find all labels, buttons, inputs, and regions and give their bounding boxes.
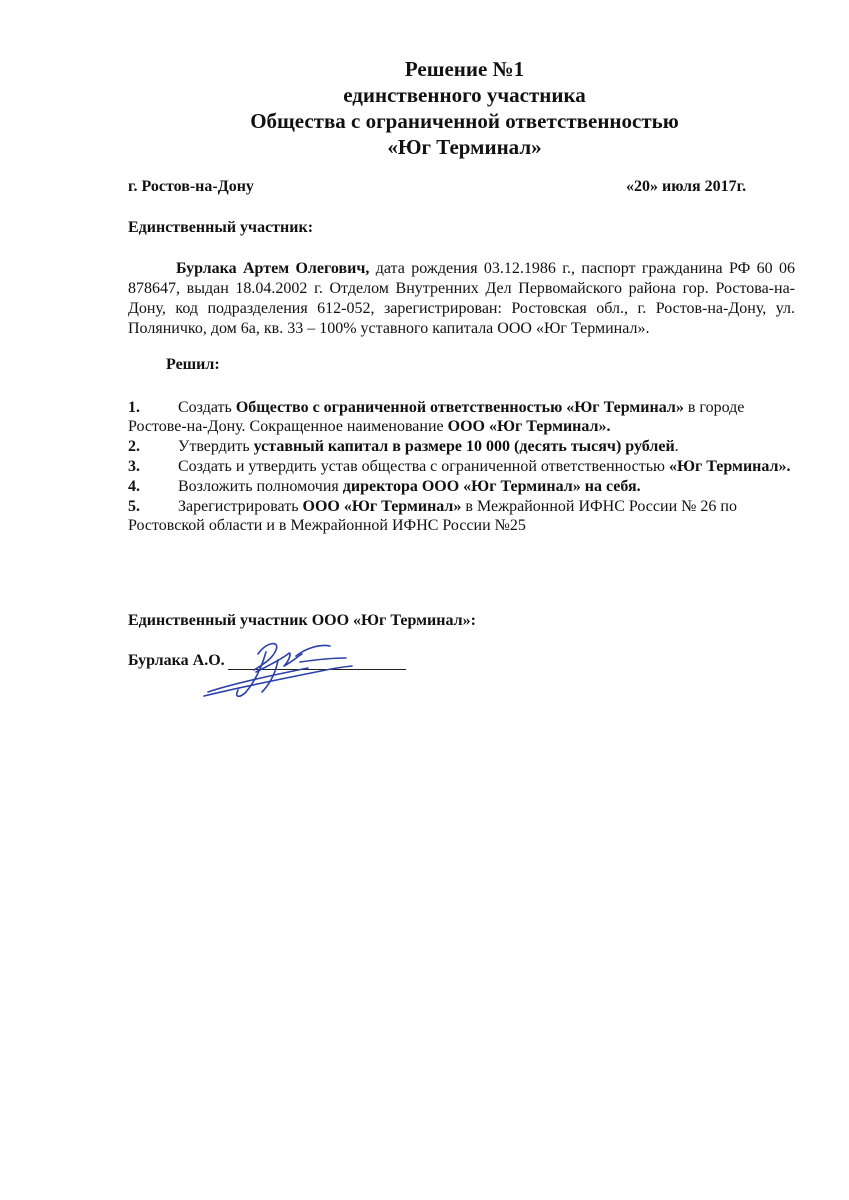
signature-heading: Единственный участник ООО «Юг Терминал»: — [128, 612, 476, 629]
participant-details — [128, 259, 795, 339]
participant-name: Бурлака Артем Олегович, — [176, 260, 370, 277]
participant-label: Единственный участник: — [128, 219, 314, 236]
decision-list — [128, 398, 795, 536]
decision-item — [128, 497, 795, 535]
participant-info: дата рождения 03.12.1986 г., паспорт гражданина РФ 60 06 878647, выдан 18.04.2002 г. Отделом Внутренних Дел Первомайского района гор. Ростова-на-Дону, код подразделения 612-052, зарегистрирован: Ростовская обл., г. Ростов-на-Дону, ул. Поляничко, дом 6а, кв. 33 – 100% уставного капитала ООО «Юг Терминал». — [128, 260, 795, 337]
decision-item — [128, 477, 795, 496]
decision-label: Решил: — [166, 356, 220, 373]
handwritten-signature — [196, 632, 376, 712]
item-number: 3. — [128, 458, 140, 475]
document-city: г. Ростов-на-Дону — [128, 178, 254, 195]
item-text: Возложить полномочия директора ООО «Юг Терминал» на себя. — [178, 478, 641, 495]
item-text: Создать Общество с ограниченной ответственностью «Юг Терминал» в городе Ростове-на-Дону. Сокращенное наименование ООО «Юг Терминал». — [128, 399, 745, 435]
document-subtitle: единственного участника — [343, 83, 586, 107]
item-number: 1. — [128, 399, 140, 416]
item-number: 2. — [128, 438, 140, 455]
item-number: 4. — [128, 478, 140, 495]
item-number: 5. — [128, 498, 140, 515]
decision-item — [128, 457, 795, 476]
item-text: Зарегистрировать ООО «Юг Терминал» в Межрайонной ИФНС России № 26 по Ростовской области и в Межрайонной ИФНС России №25 — [128, 498, 737, 534]
company-name: «Юг Терминал» — [387, 135, 542, 159]
decision-item — [128, 437, 795, 456]
decision-item — [128, 398, 795, 436]
document-title: Решение №1 — [404, 57, 525, 81]
item-text: Создать и утвердить устав общества с ограниченной ответственностью «Юг Терминал». — [178, 458, 791, 475]
company-type: Общества с ограниченной ответственностью — [250, 109, 679, 133]
document-date: «20» июля 2017г. — [626, 178, 747, 195]
item-text: Утвердить уставный капитал в размере 10 000 (десять тысяч) рублей. — [178, 438, 679, 455]
signature-strokes — [204, 644, 352, 697]
signatory-name: Бурлака А.О. — [128, 652, 225, 669]
